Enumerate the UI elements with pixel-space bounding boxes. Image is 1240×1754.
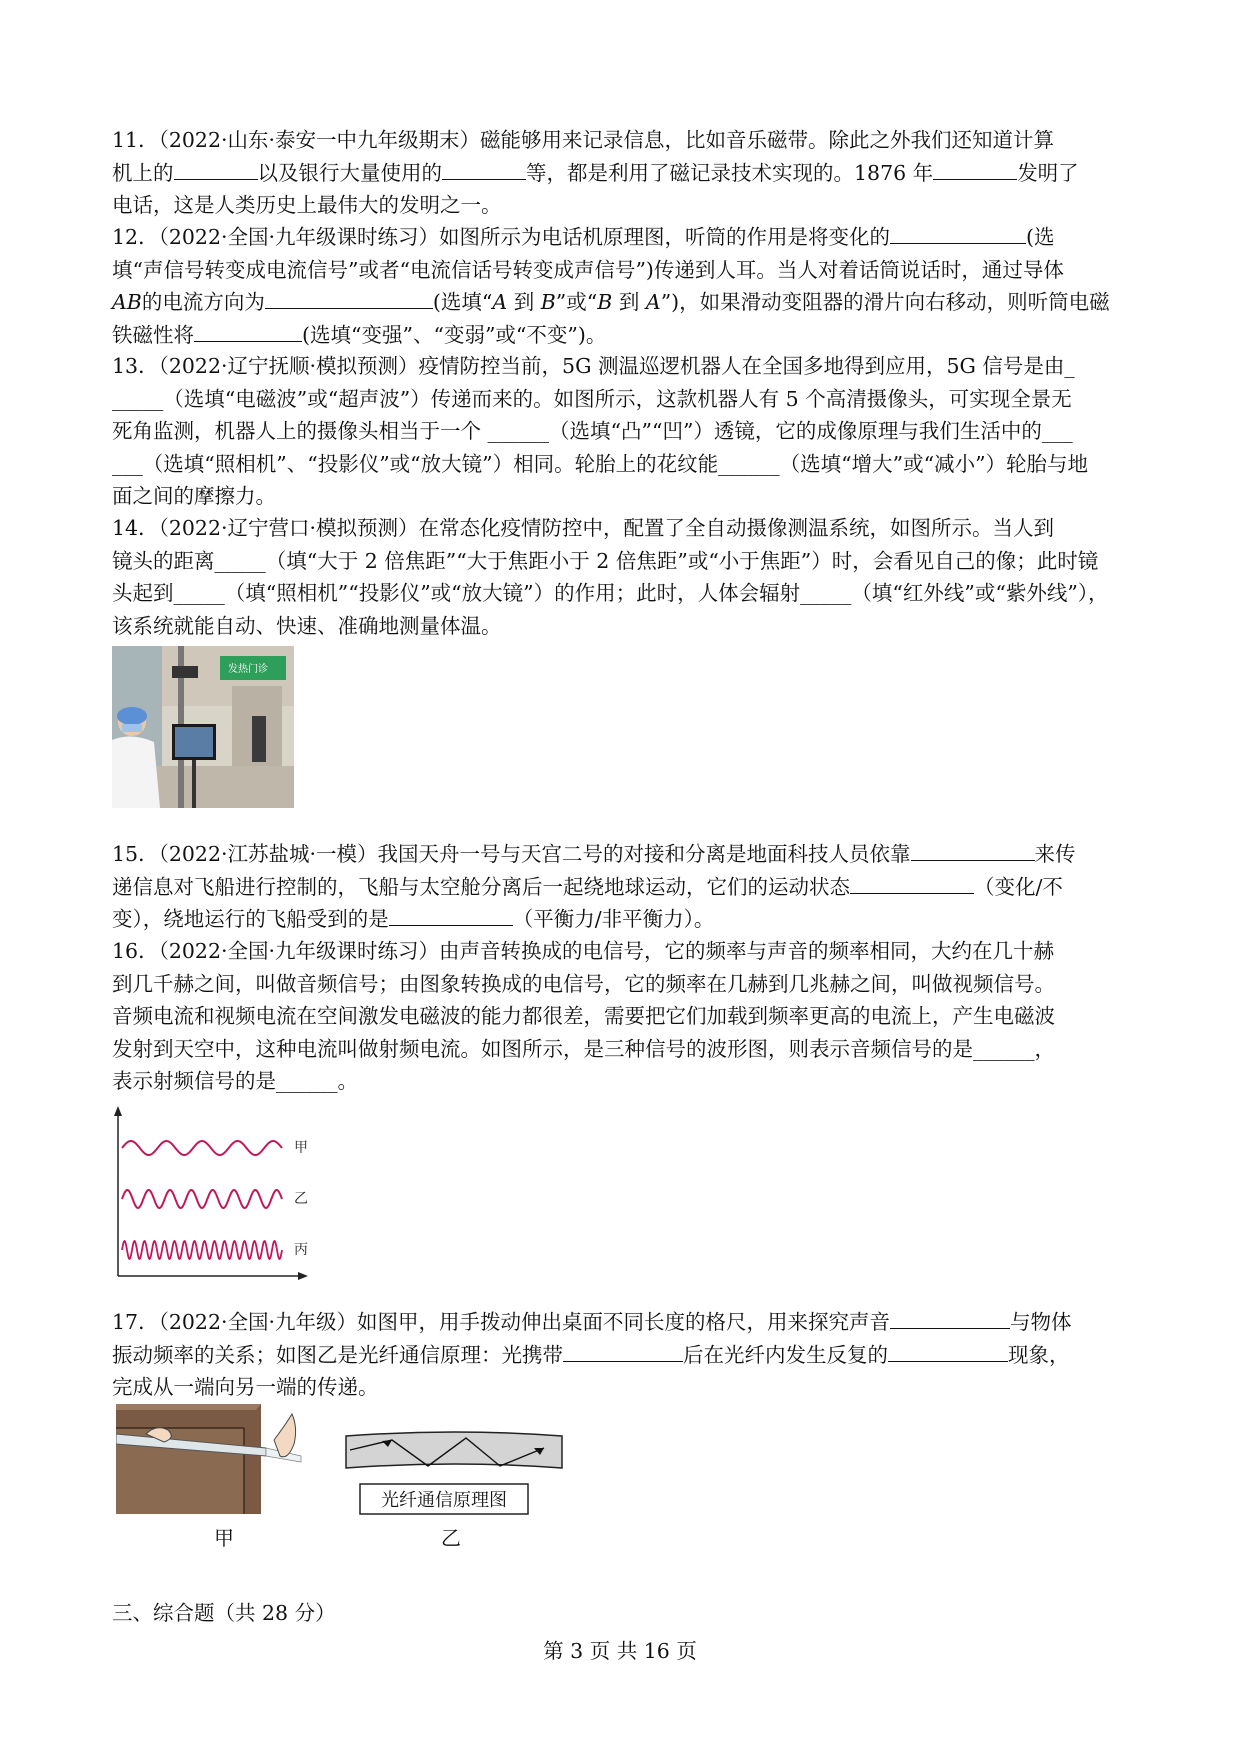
- answer-blank[interactable]: [890, 223, 1026, 244]
- optical-fiber-figure: [344, 1428, 564, 1518]
- answer-blank[interactable]: [265, 288, 433, 309]
- q16-line-2: 到几千赫之间，叫做音频信号；由图象转换成的电信号，它的频率在几赫到几兆赫之间，叫做视频信号。: [112, 971, 1055, 996]
- question-11: [112, 124, 1140, 222]
- q11-line-3: 电话，这是人类历史上最伟大的发明之一。: [112, 193, 502, 217]
- question-14: [112, 512, 1140, 642]
- q14-line-4: 该系统就能自动、快速、准确地测量体温。: [112, 613, 502, 638]
- wave-jia: [122, 1141, 282, 1155]
- answer-blank[interactable]: [933, 159, 1017, 180]
- q16-line-3: 音频电流和视频电流在空间激发电磁波的能力都很差，需要把它们加载到频率更高的电流上，产生电磁波: [112, 1004, 1055, 1028]
- q13-line-5: 面之间的摩擦力。: [112, 484, 276, 508]
- q12-line-2: 填“声信号转变成电流信号”或者“电流信话号转变成声信号”)传递到人耳。当人对着话筒说话时，通过导体: [112, 257, 1064, 282]
- answer-blank[interactable]: [174, 159, 258, 180]
- wave-yi: [122, 1190, 282, 1208]
- q15-line-1: 15．（2022·江苏盐城·一模）我国天舟一号与天宫二号的对接和分离是地面科技人员依靠 来传: [112, 842, 1076, 866]
- q13-line-3: 死角监测，机器人上的摄像头相当于一个 ______（选填“凸”“凹”）透镜，它的成像原理与我们生活中的___: [112, 419, 1073, 443]
- q17-line-2: 振动频率的关系；如图乙是光纤通信原理：光携带 后在光纤内发生反复的 现象，: [112, 1342, 1070, 1367]
- answer-blank[interactable]: [442, 159, 526, 180]
- fiber-tube: [346, 1432, 562, 1468]
- answer-blank[interactable]: [389, 905, 513, 926]
- question-17: [112, 1306, 1140, 1404]
- photo-sign-text: 发热门诊: [228, 664, 268, 675]
- q15-line-2: 递信息对飞船进行控制的，飞船与太空舱分离后一起绕地球运动，它们的运动状态 （变化/不: [112, 874, 1063, 899]
- waveform-figure: [108, 1104, 318, 1284]
- question-13: [112, 350, 1140, 513]
- q16-line-4: 发射到天空中，这种电流叫做射频电流。如图所示，是三种信号的波形图，则表示音频信号的是______，: [112, 1036, 1055, 1061]
- q17-line-3: 完成从一端向另一端的传递。: [112, 1375, 379, 1399]
- answer-blank[interactable]: [194, 321, 302, 342]
- question-16: [112, 935, 1140, 1098]
- answer-blank[interactable]: [888, 1341, 1008, 1362]
- answer-blank[interactable]: [850, 873, 974, 894]
- answer-blank[interactable]: [890, 1308, 1010, 1329]
- answer-blank[interactable]: [911, 840, 1035, 861]
- q14-line-1: 14．（2022·辽宁营口·模拟预测）在常态化疫情防控中，配置了全自动摄像测温系统，如图所示。当人到: [112, 516, 1055, 540]
- label-bing: 丙: [294, 1242, 308, 1258]
- wave-bing: [122, 1241, 282, 1259]
- q14-line-3: 头起到_____（填“照相机”“投影仪”或“放大镜”）的作用；此时，人体会辐射_____（填“红外线”或“紫外线”），: [112, 581, 1109, 605]
- question-12: [112, 221, 1140, 351]
- fiber-caption-text: 光纤通信原理图: [381, 1490, 507, 1511]
- q11-line-2: 机上的 以及银行大量使用的 等，都是利用了磁记录技术实现的。1876 年 发明了: [112, 160, 1079, 185]
- q12-line-1: 12．（2022·全国·九年级课时练习）如图所示为电话机原理图，听筒的作用是将变化的 (选: [112, 225, 1055, 249]
- q12-line-3: AB的电流方向为 (选填“A 到 B”或“B 到 A”)，如果滑动变阻器的滑片向右移动，则听筒电磁: [112, 290, 1110, 314]
- section-heading: 三、综合题（共 28 分）: [112, 1601, 336, 1625]
- q13-line-4: ___（选填“照相机”、“投影仪”或“放大镜”）相同。轮胎上的花纹能______（选填“增大”或“减小”）轮胎与地: [112, 451, 1089, 476]
- caption-yi: 乙: [441, 1526, 461, 1550]
- q11-line-1: 11．（2022·山东·泰安一中九年级期末）磁能够用来记录信息，比如音乐磁带。除此之外我们还知道计算: [112, 128, 1055, 152]
- label-yi: 乙: [294, 1191, 308, 1207]
- q14-line-2: 镜头的距离_____（填“大于 2 倍焦距”“大于焦距小于 2 倍焦距”或“小于焦距”）时，会看见自己的像；此时镜: [112, 548, 1099, 573]
- q15-line-3: 变），绕地运行的飞船受到的是 （平衡力/非平衡力）。: [112, 907, 715, 931]
- ruler-desk-figure: [116, 1404, 316, 1514]
- answer-blank[interactable]: [563, 1341, 683, 1362]
- x-axis-arrow: [298, 1272, 308, 1280]
- page-footer: 第 3 页 共 16 页: [543, 1639, 697, 1663]
- label-jia: 甲: [294, 1140, 308, 1156]
- q16-line-5: 表示射频信号的是______。: [112, 1069, 358, 1093]
- q12-line-4: 铁磁性将 (选填“变强”、“变弱”或“不变”)。: [112, 322, 607, 347]
- y-axis-arrow: [114, 1106, 122, 1116]
- q16-line-1: 16．（2022·全国·九年级课时练习）由声音转换成的电信号，它的频率与声音的频率相同，大约在几十赫: [112, 939, 1055, 963]
- question-15: [112, 838, 1140, 936]
- caption-jia: 甲: [214, 1526, 234, 1550]
- thermal-camera-photo: [112, 646, 294, 808]
- q13-line-1: 13．（2022·辽宁抚顺·模拟预测）疫情防控当前，5G 测温巡逻机器人在全国多地得到应用，5G 信号是由_: [112, 354, 1075, 378]
- q17-line-1: 17．（2022·全国·九年级）如图甲，用手拨动伸出桌面不同长度的格尺，用来探究声音 与物体: [112, 1310, 1072, 1334]
- q13-line-2: _____（选填“电磁波”或“超声波”）传递而来的。如图所示，这款机器人有 5 个高清摄像头，可实现全景无: [112, 386, 1072, 411]
